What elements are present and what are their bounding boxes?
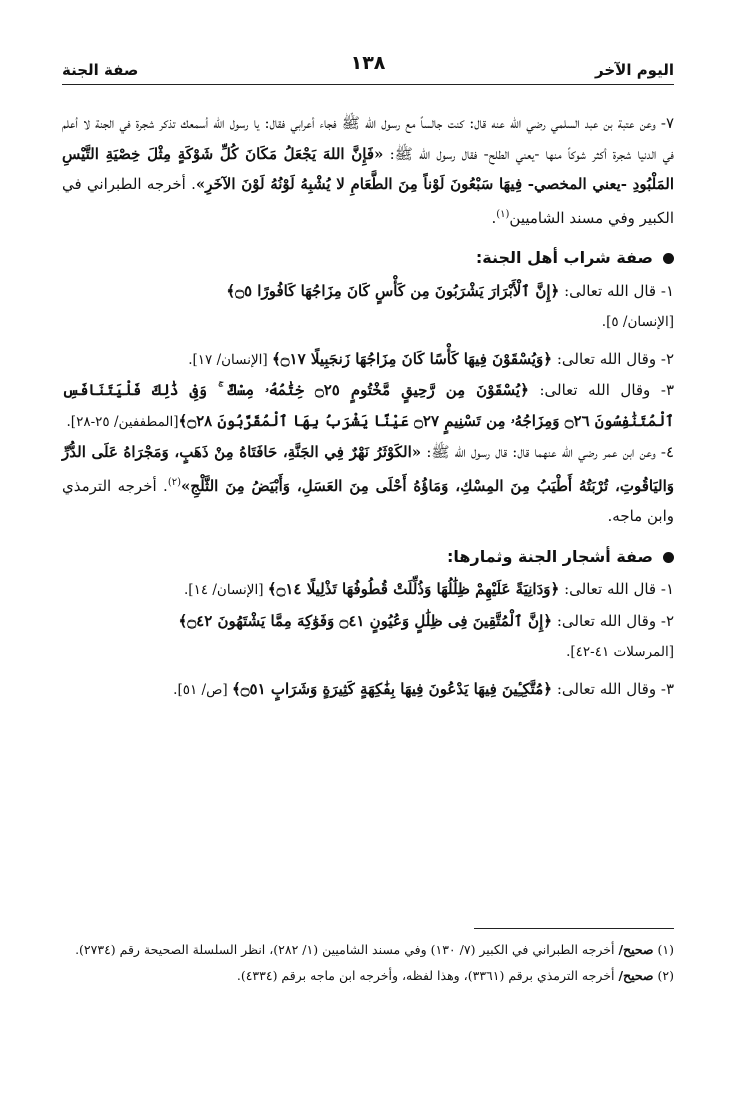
- item-intro: ١- قال الله تعالى:: [559, 281, 674, 300]
- footnote-grade: صحيح/: [618, 968, 654, 983]
- footnote-1: [62, 938, 674, 962]
- drink-item-1: [62, 276, 674, 338]
- footnote-text: أخرجه الترمذي برقم (٣٣٦١)، وهذا لفظه، وأخرجه ابن ماجه برقم (٤٣٣٤).: [236, 968, 619, 983]
- hadith-7-source: . أخرجه الطبراني في الكبير وفي مسند الشاميين: [62, 175, 674, 227]
- hadith-4-source: . أخرجه الترمذي وابن ماجه: [62, 476, 674, 525]
- footnotes: [62, 938, 674, 990]
- section-heading-drink: [62, 243, 674, 274]
- footnote-text: أخرجه الطبراني في الكبير (٧/ ١٣٠) وفي مسند الشاميين (١/ ٢٨٢)، انظر السلسلة الصحيحة رقم (٢٧٣٤).: [75, 942, 619, 957]
- footnote-grade: صحيح/: [618, 942, 654, 957]
- trees-item-1: [62, 574, 674, 606]
- hadith-4-text: ٤- وعن ابن عمر رضي الله عنهما قال: قال رسول الله ﷺ:: [421, 443, 675, 461]
- header-chapter-title: صفة الجنة: [62, 61, 139, 79]
- footnote-mark-1[interactable]: (١): [496, 208, 510, 220]
- hadith-7: [62, 108, 674, 233]
- item-intro: ٢- وقال الله تعالى:: [552, 349, 674, 368]
- quran-verse: ﴿إِنَّ ٱلْمُتَّقِينَ فِى ظِلَٰلٍ وَعُيُونٍ ۝٤١ وَفَوَٰكِهَ مِمَّا يَشْتَهُونَ ۝٤٢﴾: [178, 611, 553, 630]
- footnote-divider: [474, 928, 674, 929]
- hadith-4-quote: «الكَوْثَرُ نَهْرٌ فِي الجَنَّةِ، حَافَتَاهُ مِنْ ذَهَبٍ، وَمَجْرَاهُ عَلَى الدُّرِّ وَاليَاقُوتِ، تُرْبَتُهُ أَطْيَبُ مِنَ المِسْكِ، وَمَاؤُهُ أَحْلَى مِنَ العَسَلِ، وَأَبْيَضُ مِنَ الثَّلْجِ»: [62, 443, 674, 495]
- hadith-4: [62, 437, 674, 532]
- section-heading-drink-text: صفة شراب أهل الجنة:: [475, 248, 653, 267]
- hadith-7-end: .: [491, 208, 497, 227]
- quran-verse: ﴿يُسْقَوْنَ مِن رَّحِيقٍ مَّخْتُومٍ ۝٢٥ خِتَٰمُهُۥ مِسْكٌ ۚ وَفِى ذَٰلِكَ فَلْيَتَنَافَسِ ٱلْمُتَنَٰفِسُونَ ۝٢٦ وَمِزَاجُهُۥ مِن تَسْنِيمٍ ۝٢٧ عَيْنًا يَشْرَبُ بِهَا ٱلْمُقَرَّبُونَ ۝٢٨﴾: [62, 381, 674, 430]
- footnote-2: [62, 964, 674, 988]
- item-intro: ٣- وقال الله تعالى:: [528, 381, 674, 399]
- running-header: [62, 46, 674, 85]
- hadith-7-quote: «فَإِنَّ اللهَ يَجْعَلُ مَكَانَ كُلِّ شَوْكَةٍ مِثْلَ خِصْيَةِ التَّيْسِ المَلْبُودِ -يعني المخصي- فِيهَا سَبْعُونَ لَوْناً مِنَ الطَّعَامِ لا يُشْبِهُ لَوْنُهُ لَوْنَ الآخَرِ»: [62, 144, 675, 193]
- page-number: ١٣٨: [350, 52, 386, 74]
- item-intro: ١- قال الله تعالى:: [559, 580, 674, 598]
- bullet-icon: [663, 253, 674, 264]
- quran-verse: ﴿وَيُسْقَوْنَ فِيهَا كَأْسًا كَانَ مِزَاجُهَا زَنجَبِيلًا ۝١٧﴾: [271, 349, 553, 368]
- header-book-title: اليوم الآخر: [595, 61, 674, 79]
- drink-item-3: [62, 375, 674, 437]
- section-heading-trees: [62, 542, 674, 573]
- trees-item-2: [62, 606, 674, 668]
- page-body: [62, 108, 674, 705]
- quran-verse: ﴿إِنَّ ٱلْأَبْرَارَ يَشْرَبُونَ مِن كَأْسٍ كَانَ مِزَاجُهَا كَافُورًا ۝٥﴾: [226, 281, 560, 300]
- verse-reference: [الإنسان/ ٥].: [601, 314, 674, 330]
- footnote-mark-2[interactable]: (٢): [167, 476, 182, 488]
- drink-item-2: [62, 344, 674, 376]
- hadith-4-end: .: [607, 507, 613, 525]
- verse-reference: [المرسلات ٤١-٤٢].: [566, 644, 674, 660]
- verse-reference: [ص/ ٥١].: [173, 681, 232, 698]
- trees-item-3: [62, 674, 674, 706]
- verse-reference: [المطففين/ ٢٥-٢٨].: [66, 413, 179, 430]
- verse-reference: [الإنسان/ ١٧].: [188, 351, 272, 368]
- footnote-number: (١): [653, 942, 674, 957]
- bullet-icon: [663, 552, 674, 563]
- section-heading-trees-text: صفة أشجار الجنة وثمارها:: [446, 546, 653, 566]
- verse-reference: [الإنسان/ ١٤].: [184, 582, 268, 598]
- quran-verse: ﴿مُتَّكِـِٔينَ فِيهَا يَدْعُونَ فِيهَا بِفَٰكِهَةٍ كَثِيرَةٍ وَشَرَابٍ ۝٥١﴾: [231, 679, 553, 698]
- item-intro: ٣- وقال الله تعالى:: [552, 679, 674, 698]
- item-intro: ٢- وقال الله تعالى:: [552, 611, 674, 630]
- quran-verse: ﴿وَدَانِيَةً عَلَيْهِمْ ظِلَٰلُهَا وَذُلِّلَتْ قُطُوفُهَا تَذْلِيلًا ۝١٤﴾: [267, 580, 560, 598]
- footnote-number: (٢): [653, 968, 674, 983]
- hadith-7-text: ٧- وعن عتبة بن عبد السلمي رضي الله عنه قال: كنت جالساً مع رسول الله ﷺ فجاء أعرابي فقال: يا رسول الله أسمعك تذكر شجرة في الجنة لا أعلم في الدنيا شجرة أكثر شوكاً منها -يعني الطلح- فقال رسول الله ﷺ:: [62, 114, 674, 163]
